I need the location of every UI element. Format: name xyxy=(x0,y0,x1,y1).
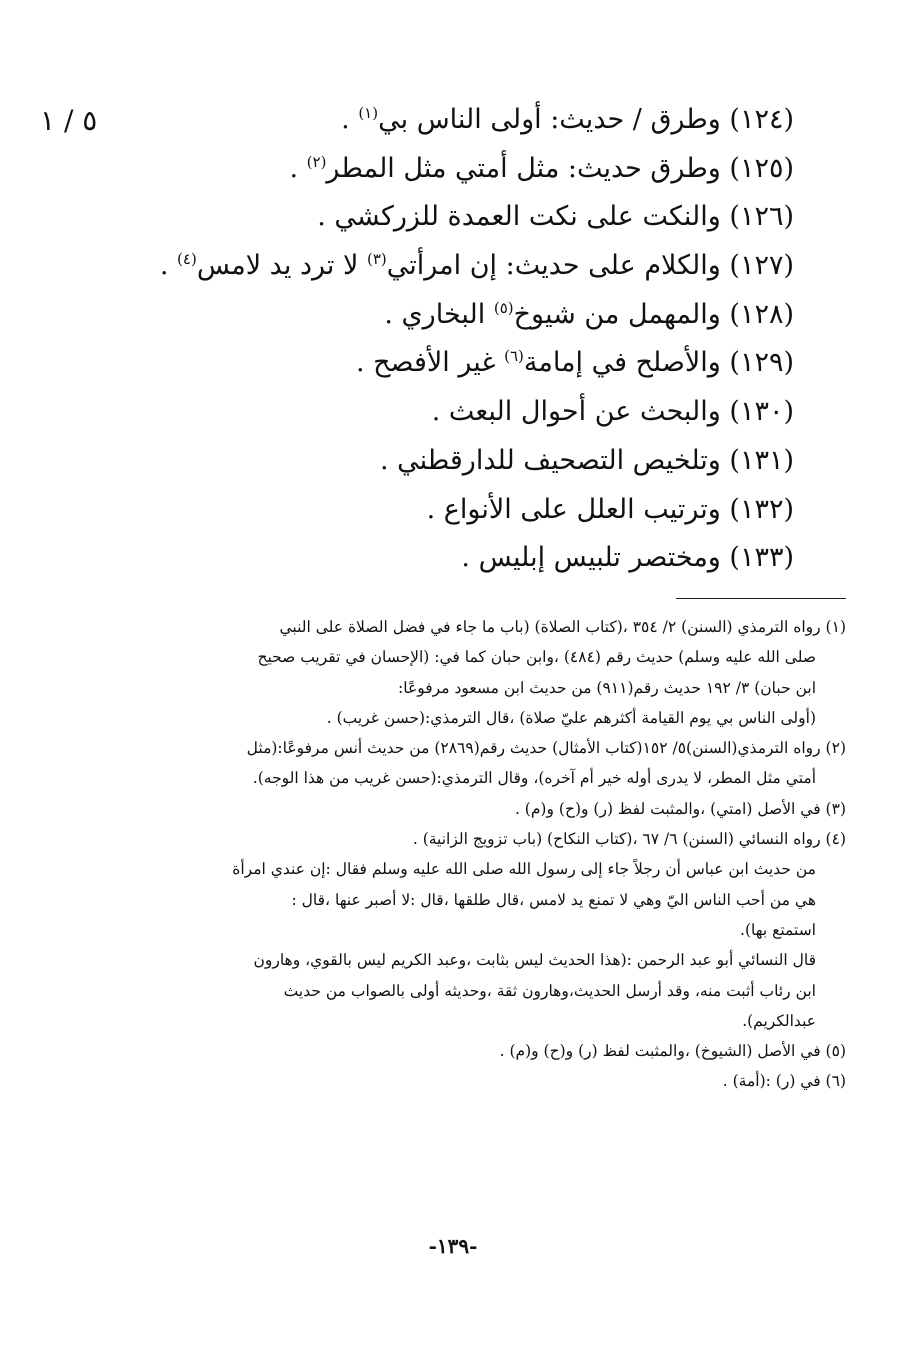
footnote-line: (أولى الناس بي يوم القيامة أكثرهم عليّ صلاة) ،قال الترمذي:(حسن غريب) . xyxy=(326,708,816,727)
footnotes xyxy=(116,612,846,1097)
footnote-line: (٢) رواه الترمذي(السنن)٥/ ١٥٢(كتاب الأمثال) حديث رقم(٢٨٦٩) من حديث أنس مرفوعًا:(مثل xyxy=(246,739,846,758)
list-item: (١٣٢) وترتيب العلل على الأنواع . xyxy=(426,493,794,525)
list-item: (١٢٦) والنكت على نكت العمدة للزركشي . xyxy=(317,201,794,233)
footnote-ref[interactable]: (٢) xyxy=(306,152,327,171)
footnote-ref[interactable]: (١) xyxy=(358,104,379,122)
footnote-line: (٥) في الأصل (الشيوخ) ،والمثبت لفظ (ر) و(ح) و(م) . xyxy=(499,1042,846,1061)
footnote-divider xyxy=(676,598,846,599)
book-list xyxy=(94,96,794,583)
list-item: (١٢٩) والأصلح في إمامة$^{(٦)}$ غير الأفصح . xyxy=(355,347,794,379)
footnote-ref[interactable]: (٥) xyxy=(493,298,514,317)
footnote-line: ابن رئاب أثبت منه، وقد أرسل الحديث،وهارون ثقة ،وحديثه أولى بالصواب من حديث xyxy=(283,981,816,1000)
footnote-ref[interactable]: (٦) xyxy=(504,347,524,366)
list-item: (١٣١) وتلخيص التصحيف للدارقطني . xyxy=(379,444,794,476)
footnote-line: صلى الله عليه وسلم) حديث رقم (٤٨٤) ،وابن حبان كما في: (الإحسان في تقريب صحيح xyxy=(257,648,816,667)
footnote-line: عبدالكريم). xyxy=(742,1011,816,1030)
footnote-line: من حديث ابن عباس أن رجلاً جاء إلى رسول الله صلى الله عليه وسلم فقال :إن عندي امرأة xyxy=(232,860,816,879)
footnote-line: (٤) رواه النسائي (السنن) ٦/ ٦٧ ،(كتاب النكاح) (باب تزويج الزانية) . xyxy=(412,830,846,849)
list-item: (١٢٧) والكلام على حديث: إن امرأتي$^{(٣)}$ لا ترد يد لامس$^{(٤)}$ . xyxy=(159,250,794,282)
footnote-line: هي من أحب الناس اليّ وهي لا تمنع يد لامس ،قال طلقها ،قال :لا أصبر عنها ،قال : xyxy=(291,890,816,909)
margin-volume-mark: ٥ / ١ xyxy=(40,104,98,137)
list-item: (١٢٨) والمهمل من شيوخ$^{(٥)}$ البخاري . xyxy=(384,298,794,330)
footnote-line: (٣) في الأصل (امتي) ،والمثبت لفظ (ر) و(ح) و(م) . xyxy=(514,799,846,818)
page-number: -١٣٩- xyxy=(428,1234,478,1258)
footnote-line: (١) رواه الترمذي (السنن) ٢/ ٣٥٤ ،(كتاب الصلاة) (باب ما جاء في فضل الصلاة على النبي xyxy=(279,618,846,636)
footnote-line: استمتع بها). xyxy=(740,920,816,939)
footnote-ref[interactable]: (٣) xyxy=(366,250,387,269)
list-item: (١٣٣) ومختصر تلبيس إبليس . xyxy=(461,542,794,574)
footnote-line: أمتي مثل المطر، لا يدرى أوله خير أم آخره)، وقال الترمذي:(حسن غريب من هذا الوجه). xyxy=(252,769,816,788)
footnote-line: ابن حبان) ٣/ ١٩٢ حديث رقم(٩١١) من حديث ابن مسعود مرفوعًا: xyxy=(398,678,816,697)
footnote-line: (٦) في (ر) :(أمة) . xyxy=(722,1072,846,1091)
list-item: (١٣٠) والبحث عن أحوال البعث . xyxy=(431,396,794,428)
footnote-ref[interactable]: (٤) xyxy=(177,250,197,269)
list-item: (١٢٥) وطرق حديث: مثل أمتي مثل المطر$^{(٢)}$ . xyxy=(289,152,794,184)
list-item: (١٢٤) وطرق / حديث: أولى الناس بي$^{(١)}$ . xyxy=(341,104,794,135)
footnote-line: قال النسائي أبو عبد الرحمن :(هذا الحديث ليس بثابت ،وعبد الكريم ليس بالقوي، وهارون xyxy=(253,951,816,970)
